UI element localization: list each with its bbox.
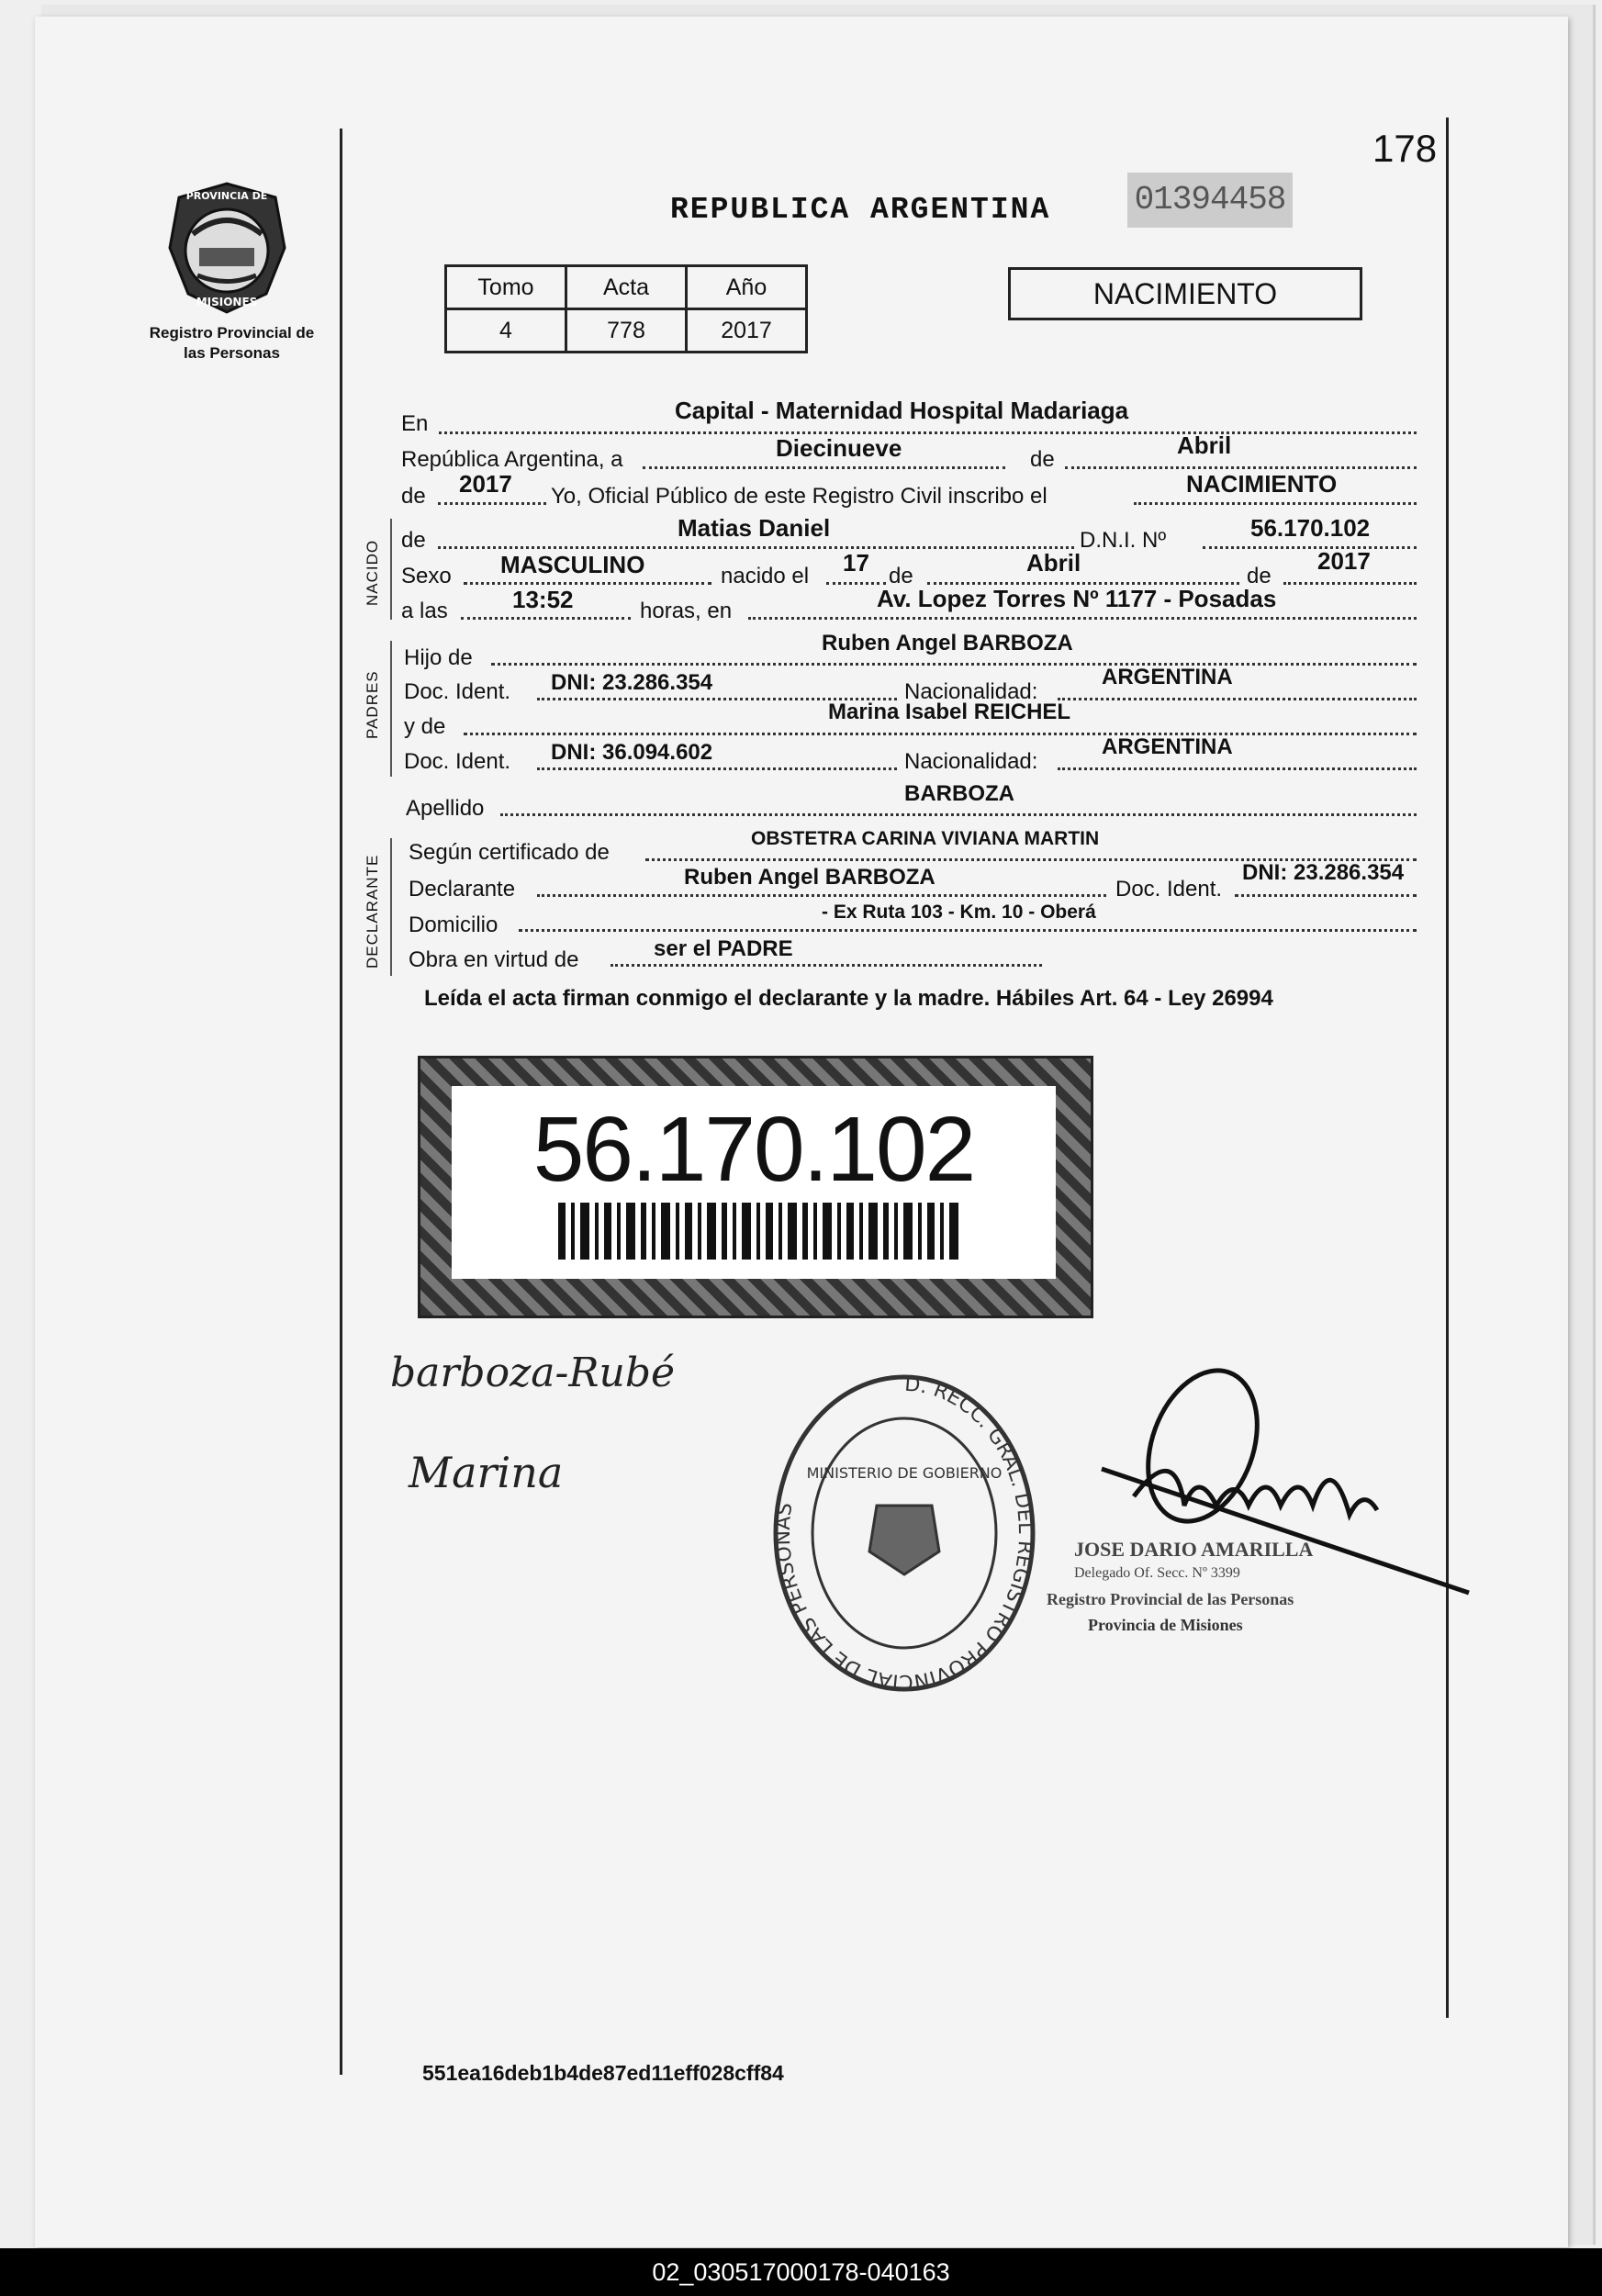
place-value: Capital - Maternidad Hospital Madariaga [675, 397, 1129, 424]
surname-value: BARBOZA [904, 781, 1014, 806]
reason-value: ser el PADRE [654, 936, 793, 961]
day-value: Diecinueve [776, 434, 902, 462]
label-nacionalidad-father: Nacionalidad: [904, 679, 1038, 704]
mother-name-value: Marina Isabel REICHEL [828, 700, 1071, 724]
certificate-value: OBSTETRA CARINA VIVIANA MARTIN [751, 828, 1100, 849]
mother-signature: Marina [409, 1448, 564, 1497]
tomo-value: 4 [446, 309, 566, 353]
official-registry: Registro Provincial de las Personas [1047, 1590, 1294, 1608]
label-de2: de [889, 564, 913, 588]
father-signature: barboza-Rubé [390, 1350, 676, 1396]
dotted-line [491, 663, 1417, 666]
section-label-declarante: DECLARANTE [364, 854, 381, 969]
month-value: Abril [1177, 431, 1232, 459]
official-oval-stamp [767, 1368, 1042, 1698]
section-rule [390, 519, 392, 620]
dotted-line [438, 502, 546, 505]
label-declarante: Declarante [409, 877, 516, 902]
label-sexo: Sexo [401, 564, 452, 588]
document-hash: 551ea16deb1b4de87ed11eff028cff84 [422, 2061, 784, 2085]
tomo-header: Tomo [446, 266, 566, 309]
label-obra: Obra en virtud de [409, 947, 579, 972]
dotted-line [439, 431, 1417, 434]
label-de-name: de [401, 528, 426, 553]
svg-text:MISIONES: MISIONES [196, 296, 258, 308]
official-province: Provincia de Misiones [1088, 1616, 1243, 1634]
section-rule [390, 838, 392, 976]
section-label-nacido: NACIDO [364, 539, 381, 606]
label-en: En [401, 411, 429, 436]
label-de3: de [1247, 564, 1272, 588]
file-footer: 02_030517000178-040163 [0, 2248, 1602, 2296]
section-label-padres: PADRES [364, 670, 381, 739]
birth-year-value: 2017 [1317, 547, 1371, 575]
address-value: - Ex Ruta 103 - Km. 10 - Oberá [822, 902, 1096, 923]
father-name-value: Ruben Angel BARBOZA [822, 631, 1073, 655]
official-name: JOSE DARIO AMARILLA [1074, 1538, 1314, 1561]
registry-name: Registro Provincial de las Personas [149, 324, 315, 362]
label-y-de: y de [404, 714, 446, 739]
year-value: 2017 [459, 470, 512, 498]
page-number: 178 [1372, 127, 1438, 170]
label-de-start: de [401, 484, 426, 509]
dotted-line [1235, 894, 1417, 897]
document-title: REPUBLICA ARGENTINA [670, 193, 1051, 227]
left-margin-line [340, 129, 342, 2075]
barcode [558, 1203, 962, 1260]
right-margin-line [1446, 118, 1449, 2018]
barcode-number: 56.170.102 [532, 1098, 975, 1201]
dotted-line [643, 466, 1005, 469]
dotted-line [1058, 698, 1417, 700]
label-yo: Yo, Oficial Público de este Registro Civil inscribo el [551, 484, 1047, 509]
dotted-line [438, 546, 1074, 549]
acta-header: Acta [566, 266, 687, 309]
svg-text:PROVINCIA DE: PROVINCIA DE [185, 190, 268, 202]
father-nationality-value: ARGENTINA [1102, 665, 1233, 689]
stamp-ring-text: D. RECC. GRAL. DEL REGISTRO PROVINCIAL DE LAS PERSONAS [771, 1372, 1037, 1694]
record-index-table [444, 264, 808, 353]
dotted-line [748, 617, 1417, 620]
dotted-line [519, 929, 1417, 932]
mother-doc-value: DNI: 36.094.602 [551, 740, 713, 765]
label-horas-en: horas, en [640, 599, 733, 623]
father-doc-value: DNI: 23.286.354 [551, 670, 713, 695]
parents-signatures [386, 1340, 753, 1524]
dotted-line [1065, 466, 1417, 469]
acta-value: 778 [566, 309, 687, 353]
label-republica: República Argentina, a [401, 447, 623, 472]
birth-place-value: Av. Lopez Torres Nº 1177 - Posadas [877, 585, 1277, 612]
label-doc-ident-father: Doc. Ident. [404, 679, 511, 704]
birth-day-value: 17 [843, 549, 869, 577]
dotted-line [1283, 582, 1417, 585]
act-value: NACIMIENTO [1186, 470, 1338, 498]
serial-number: 01394458 [1127, 173, 1293, 228]
dotted-line [1203, 546, 1417, 549]
label-domicilio: Domicilio [409, 913, 499, 937]
label-doc-ident-mother: Doc. Ident. [404, 749, 511, 774]
record-type-box: NACIMIENTO [1008, 267, 1362, 320]
label-hijo-de: Hijo de [404, 645, 473, 670]
dotted-line [1134, 502, 1417, 505]
dotted-line [611, 964, 1042, 967]
dotted-line [500, 813, 1417, 816]
official-title: Delegado Of. Secc. Nº 3399 [1074, 1565, 1240, 1581]
name-value: Matias Daniel [678, 514, 831, 542]
closing-statement: Leída el acta firman conmigo el declarante y la madre. Hábiles Art. 64 - Ley 26994 [424, 986, 1273, 1011]
label-doc-ident-declarant: Doc. Ident. [1115, 877, 1223, 902]
label-nacido-el: nacido el [721, 564, 810, 588]
anio-value: 2017 [687, 309, 807, 353]
label-apellido: Apellido [406, 796, 485, 821]
sex-value: MASCULINO [500, 551, 645, 578]
dotted-line [461, 617, 631, 620]
label-dni: D.N.I. Nº [1080, 528, 1167, 553]
birth-month-value: Abril [1026, 549, 1081, 577]
label-a-las: a las [401, 599, 448, 623]
dotted-line [537, 894, 1106, 897]
label-nacionalidad-mother: Nacionalidad: [904, 749, 1038, 774]
province-seal-logo [161, 179, 294, 317]
declarant-doc-value: DNI: 23.286.354 [1242, 860, 1405, 885]
label-de: de [1030, 447, 1055, 472]
section-rule [390, 641, 392, 777]
stamp-inner-text: MINISTERIO DE GOBIERNO [806, 1464, 1003, 1482]
dotted-line [464, 733, 1417, 735]
mother-nationality-value: ARGENTINA [1102, 734, 1233, 759]
dotted-line [1058, 767, 1417, 770]
dotted-line [537, 767, 897, 770]
anio-header: Año [687, 266, 807, 309]
dotted-line [464, 582, 711, 585]
dni-value: 56.170.102 [1250, 514, 1371, 542]
time-value: 13:52 [512, 586, 574, 613]
label-segun-cert: Según certificado de [409, 840, 610, 865]
declarant-value: Ruben Angel BARBOZA [684, 865, 935, 890]
